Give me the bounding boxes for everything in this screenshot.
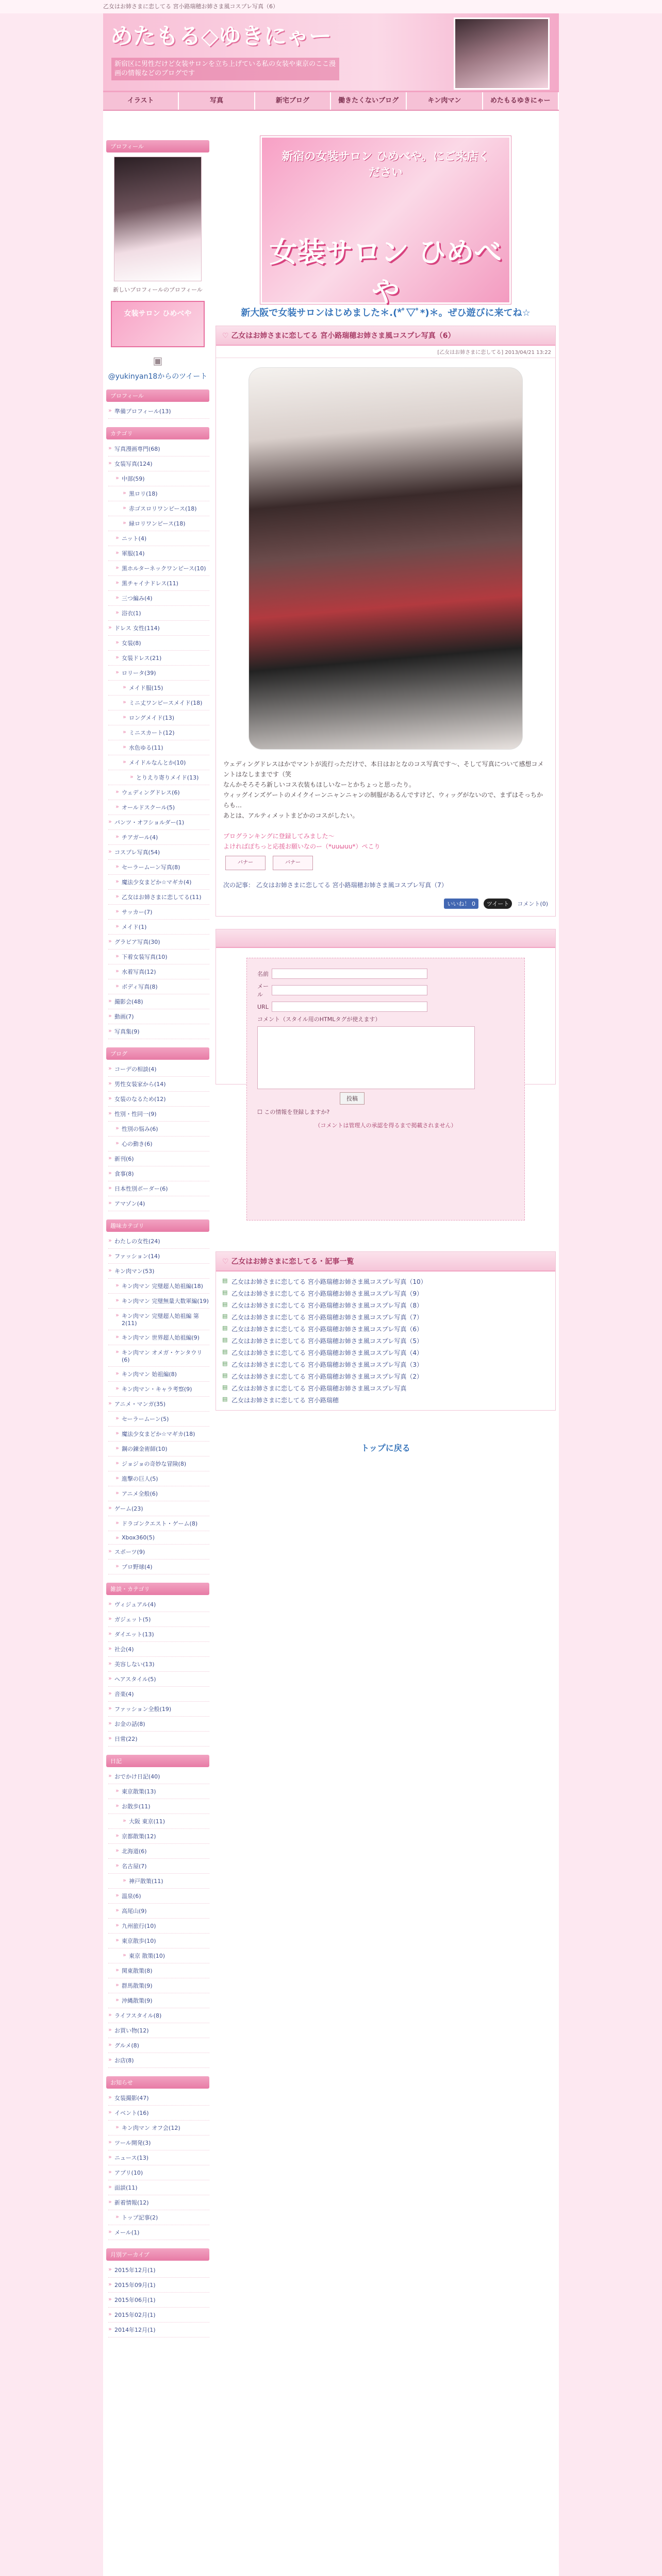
sidebar-item[interactable]: » 温泉(6) bbox=[108, 1889, 209, 1904]
sidebar-item[interactable]: » 男性女装家から(14) bbox=[108, 1077, 209, 1092]
remember-checkbox[interactable]: ☐ bbox=[257, 1108, 262, 1115]
related-article-link[interactable]: ▤ 乙女はお姉さまに恋してる 宮小路瑞穂お姉さま風コスプレ写真（9） bbox=[222, 1287, 549, 1299]
salon-side-banner[interactable]: 女装サロン ひめべや bbox=[111, 301, 205, 347]
sidebar-item[interactable]: » 北海道(6) bbox=[108, 1844, 209, 1859]
sidebar-item[interactable]: » 九州旅行(10) bbox=[108, 1919, 209, 1934]
sidebar-item[interactable]: » 進撃の巨人(5) bbox=[108, 1471, 209, 1486]
next-label: 次の記事： bbox=[223, 882, 255, 889]
sidebar-item[interactable]: » ニット(4) bbox=[108, 531, 209, 546]
sidebar-item[interactable]: » お金の話(8) bbox=[108, 1717, 209, 1732]
sidebar-item[interactable]: » 女装撮影(47) bbox=[108, 2091, 209, 2106]
nav-item-photo[interactable]: 写真 bbox=[179, 92, 255, 110]
comment-label: コメント（スタイル用のHTMLタグが使えます） bbox=[257, 1016, 381, 1023]
remember-label: この情報を登録しますか? bbox=[264, 1109, 330, 1115]
sidebar-item[interactable]: » 大阪 東京(11) bbox=[108, 1814, 209, 1829]
sidebar-item[interactable]: » アプリ(10) bbox=[108, 2165, 209, 2180]
sidebar-item[interactable]: » 日常(22) bbox=[108, 1732, 209, 1747]
sidebar-item[interactable]: » 2015年09月(1) bbox=[108, 2278, 209, 2293]
url-label: URL bbox=[257, 1003, 269, 1010]
name-label: 名前 bbox=[257, 971, 269, 977]
ranking-banner-1[interactable]: バナー bbox=[225, 856, 266, 870]
related-article-link[interactable]: ▤ 乙女はお姉さまに恋してる 宮小路瑞穂お姉さま風コスプレ写真（6） bbox=[222, 1323, 549, 1335]
twitter-link[interactable]: @yukinyan18からのツイート bbox=[108, 372, 208, 381]
sidebar-item[interactable]: » 東京散策(13) bbox=[108, 1784, 209, 1799]
site-title[interactable]: めたもる◇ゆきにゃー bbox=[110, 23, 332, 49]
salon-banner-title: 女装サロン ひめべや bbox=[269, 235, 502, 308]
sidebar-item[interactable]: » アニメ全般(6) bbox=[108, 1486, 209, 1501]
sidebar-item[interactable]: » 水着写真(12) bbox=[108, 964, 209, 979]
site-banner[interactable] bbox=[103, 13, 559, 92]
comment-header bbox=[216, 929, 555, 948]
post-line: ウィッグインズゲートのメイクイーンニャンニャンの制服があるんですけど、ウィッグがないので、まずはそっちからも… bbox=[223, 791, 543, 809]
approval-note: （コメントは管理人の承認を得るまで掲載されません） bbox=[315, 1122, 457, 1129]
sidebar-item[interactable]: » 東京散歩(10) bbox=[108, 1934, 209, 1948]
sidebar-item[interactable]: » 中部(59) bbox=[108, 471, 209, 486]
sidebar-item[interactable]: » ゲーム(23) bbox=[108, 1501, 209, 1516]
sidebar-section-header: 月別アーカイブ bbox=[106, 2248, 209, 2261]
sidebar-item[interactable]: » 女装(8) bbox=[108, 636, 209, 651]
sidebar-item[interactable]: » ファッション(14) bbox=[108, 1249, 209, 1264]
sidebar-item[interactable]: » 2015年12月(1) bbox=[108, 2263, 209, 2278]
sidebar-item[interactable]: » 三つ編み(4) bbox=[108, 591, 209, 606]
related-article-link[interactable]: ▤ 乙女はお姉さまに恋してる 宮小路瑞穂お姉さま風コスプレ写真（4） bbox=[222, 1347, 549, 1359]
sidebar-item[interactable]: » コーデの相談(4) bbox=[108, 1062, 209, 1077]
sidebar-item[interactable]: » 魔法少女まどか☆マギカ(18) bbox=[108, 1427, 209, 1442]
back-to-top-link[interactable]: トップに戻る bbox=[361, 1443, 410, 1453]
site-subtitle: 新宿区に男性だけど女装サロンを立ち上げている私の女装や東京のここ漫画の情報などのブログです bbox=[111, 58, 339, 80]
sidebar-section-header: カテゴリ bbox=[106, 427, 209, 439]
sidebar-item[interactable]: » ドラゴンクエスト・ゲーム(8) bbox=[108, 1516, 209, 1531]
sidebar-item[interactable]: » ミニ丈ワンピースメイド(18) bbox=[108, 696, 209, 710]
sidebar-item[interactable]: » 写真漫画専門(68) bbox=[108, 442, 209, 456]
sidebar-item[interactable]: » 新刊(6) bbox=[108, 1151, 209, 1166]
sidebar-item[interactable]: » 関東散策(8) bbox=[108, 1963, 209, 1978]
sidebar-item[interactable]: » メール(1) bbox=[108, 2225, 209, 2240]
sidebar-item[interactable]: » キン肉マン 始祖編(8) bbox=[108, 1367, 209, 1382]
sidebar-item[interactable]: » ミニスカート(12) bbox=[108, 725, 209, 740]
post-photo[interactable] bbox=[249, 367, 523, 750]
sidebar-item[interactable]: » スポーツ(9) bbox=[108, 1545, 209, 1560]
sidebar-item[interactable]: » ドレス 女性(114) bbox=[108, 621, 209, 636]
sidebar-item[interactable]: » 撮影会(48) bbox=[108, 994, 209, 1009]
page-wrapper bbox=[103, 13, 559, 2576]
related-article-link[interactable]: ▤ 乙女はお姉さまに恋してる 宮小路瑞穂お姉さま風コスプレ写真 bbox=[222, 1382, 549, 1394]
sidebar-list bbox=[106, 404, 209, 419]
comment-textarea[interactable] bbox=[257, 1026, 475, 1089]
sidebar-section-header: 趣味カテゴリ bbox=[106, 1219, 209, 1232]
related-article-link[interactable]: ▤ 乙女はお姉さまに恋してる 宮小路瑞穂お姉さま風コスプレ写真（8） bbox=[222, 1299, 549, 1311]
sidebar-item[interactable]: » 動画(7) bbox=[108, 1009, 209, 1024]
sidebar-item[interactable]: » 下着女装写真(10) bbox=[108, 950, 209, 964]
sidebar-item[interactable]: » 社会(4) bbox=[108, 1642, 209, 1657]
share-bar bbox=[216, 895, 555, 916]
nav-item-work-blog[interactable]: 働きたくないブログ bbox=[331, 92, 407, 110]
sidebar-item[interactable]: » 浴衣(1) bbox=[108, 606, 209, 621]
sidebar-section-header: プロフィール bbox=[106, 389, 209, 402]
sidebar-item[interactable]: » 黒ホルターネックワンピース(10) bbox=[108, 561, 209, 576]
sidebar-item[interactable]: » キン肉マン オメガ・ケンタウリ(6) bbox=[108, 1345, 209, 1367]
sidebar-item[interactable]: » ロリータ(39) bbox=[108, 666, 209, 681]
sidebar-item[interactable]: » キン肉マン(53) bbox=[108, 1264, 209, 1279]
sidebar-item[interactable]: » 神戸散策(11) bbox=[108, 1874, 209, 1889]
tweet-button[interactable]: ツイート bbox=[484, 899, 512, 909]
sidebar-item[interactable]: » 赤ゴスロリワンピース(18) bbox=[108, 501, 209, 516]
sidebar-item[interactable]: » キン肉マン オフ会(12) bbox=[108, 2121, 209, 2136]
next-article-link[interactable]: 乙女はお姉さまに恋してる 宮小路瑞穂お姉さま風コスプレ写真（7） bbox=[256, 882, 448, 889]
sidebar-item[interactable]: » グルメ(8) bbox=[108, 2038, 209, 2053]
post-line: なんかそろそろ新しいコス衣装もほしいなーとかちょっと思ったり。 bbox=[223, 781, 416, 788]
sidebar-item[interactable]: » セーラームーン(5) bbox=[108, 1412, 209, 1427]
sidebar-item[interactable]: » 日本性別ボーダー(6) bbox=[108, 1181, 209, 1196]
mail-input[interactable] bbox=[272, 985, 427, 995]
post-body bbox=[216, 759, 555, 852]
sidebar bbox=[106, 132, 209, 2337]
sidebar-item[interactable]: » イベント(16) bbox=[108, 2106, 209, 2121]
sidebar-item[interactable]: » オールドスクール(5) bbox=[108, 800, 209, 815]
sidebar-item[interactable]: » とりえり寄りメイド(13) bbox=[108, 770, 209, 785]
sidebar-item[interactable]: » アニメ・マンガ(35) bbox=[108, 1397, 209, 1412]
sidebar-item[interactable]: » 緑ロリワンピース(18) bbox=[108, 516, 209, 531]
ranking-text: ブログランキングに登録してみました～ bbox=[223, 833, 335, 840]
sidebar-item[interactable]: » 2015年02月(1) bbox=[108, 2308, 209, 2323]
sidebar-item[interactable]: » 女装写真(124) bbox=[108, 456, 209, 471]
sidebar-item[interactable]: » お散歩(11) bbox=[108, 1799, 209, 1814]
sidebar-item[interactable]: » ヘアスタイル(5) bbox=[108, 1672, 209, 1687]
sidebar-item[interactable]: » 美容しない(13) bbox=[108, 1657, 209, 1672]
sidebar-item[interactable]: » キン肉マン 世界超人始祖編(9) bbox=[108, 1330, 209, 1345]
nav-item-blog[interactable]: 新宅ブログ bbox=[255, 92, 331, 110]
sidebar-sections bbox=[106, 389, 209, 2337]
profile-image[interactable] bbox=[114, 157, 202, 281]
related-title: ♡ 乙女はお姉さまに恋してる・記事一覧 bbox=[216, 1252, 555, 1272]
sidebar-item[interactable]: » 面談(11) bbox=[108, 2180, 209, 2195]
sidebar-item[interactable]: » ロングメイド(13) bbox=[108, 710, 209, 725]
sidebar-item[interactable]: » 2015年06月(1) bbox=[108, 2293, 209, 2308]
sidebar-list bbox=[106, 1769, 209, 2068]
page-path: 乙女はお姉さまに恋してる 宮小路瑞穂お姉さま風コスプレ写真（6） bbox=[0, 0, 662, 13]
sidebar-item[interactable]: » 群馬散策(9) bbox=[108, 1978, 209, 1993]
sidebar-item[interactable]: » 新着情報(12) bbox=[108, 2195, 209, 2210]
sidebar-item[interactable]: » 沖縄散策(9) bbox=[108, 1993, 209, 2008]
sidebar-item[interactable]: » お買い物(12) bbox=[108, 2023, 209, 2038]
sidebar-item[interactable]: » 軍服(14) bbox=[108, 546, 209, 561]
submit-button[interactable]: 投稿 bbox=[340, 1092, 365, 1105]
sidebar-item[interactable]: » わたしの女性(24) bbox=[108, 1234, 209, 1249]
sidebar-list bbox=[106, 2091, 209, 2240]
sidebar-item[interactable]: » Xbox360(5) bbox=[108, 1531, 209, 1545]
sidebar-item[interactable]: » 音楽(4) bbox=[108, 1687, 209, 1702]
sidebar-item[interactable]: » 性別の悩み(6) bbox=[108, 1122, 209, 1137]
comment-form bbox=[246, 958, 525, 1221]
sidebar-item[interactable]: » 心の動き(6) bbox=[108, 1137, 209, 1151]
sidebar-item[interactable]: » 水色ゆる(11) bbox=[108, 740, 209, 755]
related-article-link[interactable]: ▤ 乙女はお姉さまに恋してる 宮小路瑞穂 bbox=[222, 1394, 549, 1406]
sidebar-item[interactable]: » ジョジョの奇妙な冒険(8) bbox=[108, 1456, 209, 1471]
sidebar-item[interactable]: » キン肉マン 完璧超人始祖編(18) bbox=[108, 1279, 209, 1294]
nav-item-kinnikuman[interactable]: キン肉マン bbox=[407, 92, 483, 110]
nav-item-illust[interactable]: イラスト bbox=[103, 92, 179, 110]
sidebar-item[interactable]: » 食事(8) bbox=[108, 1166, 209, 1181]
sidebar-item[interactable]: » ツール開発(3) bbox=[108, 2136, 209, 2150]
sidebar-item[interactable]: » 2014年12月(1) bbox=[108, 2323, 209, 2337]
sidebar-item[interactable]: » チアガール(4) bbox=[108, 830, 209, 845]
ranking-banner-2[interactable]: バナー bbox=[273, 856, 313, 870]
mail-label: メール bbox=[257, 983, 269, 998]
post-meta[interactable]: [乙女はお姉さまに恋してる] 2013/04/21 13:22 bbox=[216, 346, 555, 358]
sidebar-list bbox=[106, 1597, 209, 1747]
related-articles bbox=[216, 1251, 556, 1411]
sidebar-item[interactable]: » 黒チャイナドレス(11) bbox=[108, 576, 209, 591]
post-title[interactable]: ♡ 乙女はお姉さまに恋してる 宮小路瑞穂お姉さま風コスプレ写真（6） bbox=[216, 326, 555, 346]
sidebar-item[interactable]: » キン肉マン・キャラ考察(9) bbox=[108, 1382, 209, 1397]
sidebar-item[interactable]: » メイド服(15) bbox=[108, 681, 209, 696]
related-article-link[interactable]: ▤ 乙女はお姉さまに恋してる 宮小路瑞穂お姉さま風コスプレ写真（7） bbox=[222, 1311, 549, 1323]
post-article bbox=[216, 326, 556, 917]
sidebar-item[interactable]: » 東京 散策(10) bbox=[108, 1948, 209, 1963]
sidebar-item[interactable]: » 黒ロリ(18) bbox=[108, 486, 209, 501]
sidebar-item[interactable]: » 性別・性同一(9) bbox=[108, 1107, 209, 1122]
sidebar-section-header: お知らせ bbox=[106, 2076, 209, 2089]
sidebar-item[interactable]: » パンツ・オフショルダー(1) bbox=[108, 815, 209, 830]
sidebar-item[interactable]: » 女装ドレス(21) bbox=[108, 651, 209, 666]
sidebar-item[interactable]: » ニュース(13) bbox=[108, 2150, 209, 2165]
sidebar-list bbox=[106, 2263, 209, 2337]
related-article-link[interactable]: ▤ 乙女はお姉さまに恋してる 宮小路瑞穂お姉さま風コスプレ写真（2） bbox=[222, 1370, 549, 1382]
facebook-like-button[interactable]: いいね！ 0 bbox=[444, 899, 478, 909]
sidebar-item[interactable]: » ヴィジュアル(4) bbox=[108, 1597, 209, 1612]
sidebar-item[interactable]: » トップ記事(2) bbox=[108, 2210, 209, 2225]
sidebar-item[interactable]: » メイド(1) bbox=[108, 920, 209, 935]
profile-caption: 新しいプロフィールのプロフィール bbox=[113, 286, 203, 293]
url-input[interactable] bbox=[272, 1002, 427, 1012]
sidebar-section-header: ブログ bbox=[106, 1047, 209, 1060]
sidebar-item[interactable]: » ダイエット(13) bbox=[108, 1627, 209, 1642]
sidebar-item[interactable]: » お店(8) bbox=[108, 2053, 209, 2068]
sidebar-item[interactable]: » グラビア写真(30) bbox=[108, 935, 209, 950]
post-line: あとは、アルティメットまどかのコスがしたい。 bbox=[223, 812, 359, 819]
sidebar-item[interactable]: » ボディ写真(8) bbox=[108, 979, 209, 994]
sidebar-section-header: 雑談・カテゴリ bbox=[106, 1583, 209, 1595]
sidebar-item[interactable]: » 写真集(9) bbox=[108, 1024, 209, 1039]
sidebar-item[interactable]: » 高尾山(9) bbox=[108, 1904, 209, 1919]
next-article bbox=[216, 874, 555, 895]
sidebar-item[interactable]: » ファッション全般(19) bbox=[108, 1702, 209, 1717]
sidebar-list bbox=[106, 1062, 209, 1211]
sidebar-item[interactable]: » セーラームーン写真(8) bbox=[108, 860, 209, 875]
related-article-link[interactable]: ▤ 乙女はお姉さまに恋してる 宮小路瑞穂お姉さま風コスプレ写真（5） bbox=[222, 1335, 549, 1347]
sidebar-item[interactable]: » 準備プロフィール(13) bbox=[108, 404, 209, 419]
sidebar-item[interactable]: » おでかけ日記(40) bbox=[108, 1769, 209, 1784]
related-article-link[interactable]: ▤ 乙女はお姉さまに恋してる 宮小路瑞穂お姉さま風コスプレ写真（10） bbox=[222, 1276, 549, 1287]
sidebar-item[interactable]: » 京都散策(12) bbox=[108, 1829, 209, 1844]
sidebar-item[interactable]: » メイドルなんとか(10) bbox=[108, 755, 209, 770]
sidebar-item[interactable]: » アマゾン(4) bbox=[108, 1196, 209, 1211]
profile-header: プロフィール bbox=[106, 140, 209, 152]
salon-banner-top: 新宿の女装サロン ひめべや。にご来店ください bbox=[282, 150, 490, 179]
name-input[interactable] bbox=[272, 969, 427, 979]
sidebar-item[interactable]: » コスプレ写真(54) bbox=[108, 845, 209, 860]
salon-banner[interactable] bbox=[260, 136, 511, 308]
sidebar-item[interactable]: » プロ野球(4) bbox=[108, 1560, 209, 1574]
sidebar-item[interactable]: » 名古屋(7) bbox=[108, 1859, 209, 1874]
sidebar-item[interactable]: » ライフスタイル(8) bbox=[108, 2008, 209, 2023]
related-article-link[interactable]: ▤ 乙女はお姉さまに恋してる 宮小路瑞穂お姉さま風コスプレ写真（3） bbox=[222, 1359, 549, 1370]
twitter-icon: ▣ bbox=[153, 354, 163, 367]
sidebar-list bbox=[106, 1234, 209, 1574]
post-line: ウェディングドレスはかでマントが流行っただけで、本日はおとなのコス写真です～、そして写真について感想コメントはなしままです（笑 bbox=[223, 760, 544, 778]
global-nav bbox=[103, 92, 559, 111]
nav-item-metamoru[interactable]: めたもるゆきにゃー bbox=[483, 92, 559, 110]
banner-photo bbox=[454, 18, 550, 90]
main-content bbox=[216, 132, 556, 1453]
sidebar-item[interactable]: » 魔法少女まどか☆マギカ(4) bbox=[108, 875, 209, 890]
sidebar-item[interactable]: » サッカー(7) bbox=[108, 905, 209, 920]
ranking-buttons bbox=[216, 852, 555, 874]
sidebar-item[interactable]: » キン肉マン 完璧無量大数軍編(19) bbox=[108, 1294, 209, 1309]
sidebar-item[interactable]: » 女装のなるため(12) bbox=[108, 1092, 209, 1107]
sidebar-item[interactable]: » ウェディングドレス(6) bbox=[108, 785, 209, 800]
related-list bbox=[216, 1272, 555, 1410]
sidebar-section-header: 日記 bbox=[106, 1755, 209, 1767]
sidebar-item[interactable]: » ガジェット(5) bbox=[108, 1612, 209, 1627]
comments-link[interactable]: コメント(0) bbox=[517, 901, 548, 907]
sidebar-item[interactable]: » 鋼の錬金術師(10) bbox=[108, 1442, 209, 1456]
sidebar-item[interactable]: » キン肉マン 完璧超人始祖編 第2(11) bbox=[108, 1309, 209, 1330]
ranking-text-2: よければぽちっと応援お願いなのー（*uuωuu*）ペこり bbox=[223, 843, 380, 850]
salon-caption[interactable]: 新大阪で女装サロンはじめました＊.(*ﾟ▽ﾟ*)＊。ぜひ遊びに来てね☆ bbox=[241, 308, 531, 318]
sidebar-list bbox=[106, 442, 209, 1039]
sidebar-item[interactable]: » 乙女はお姉さまに恋してる(11) bbox=[108, 890, 209, 905]
